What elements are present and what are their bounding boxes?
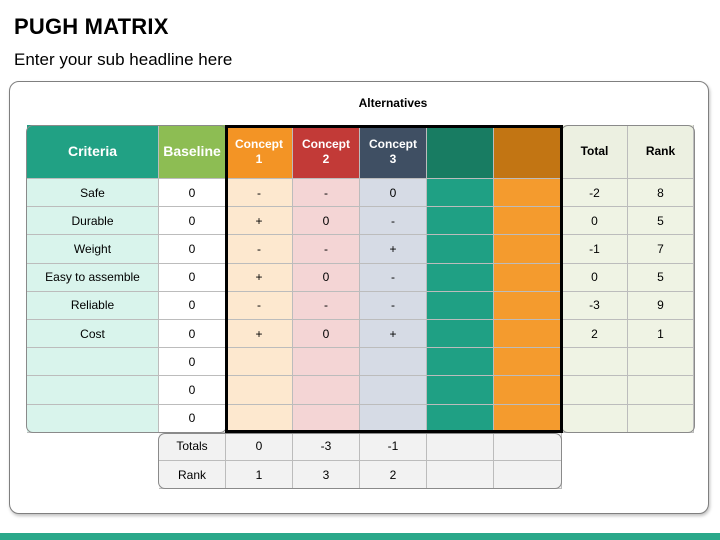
cell-rank[interactable] (628, 405, 694, 433)
cell-c4[interactable] (427, 376, 494, 404)
cell-criteria[interactable]: Safe (27, 179, 159, 207)
cell-c4[interactable] (427, 179, 494, 207)
cell-total[interactable]: 0 (562, 207, 628, 235)
cell-c2[interactable]: 0 (293, 320, 360, 348)
cell-c1[interactable]: - (226, 179, 293, 207)
header-concept-4 (427, 125, 494, 179)
cell-criteria[interactable]: Cost (27, 320, 159, 348)
footer-accent-bar (0, 533, 720, 540)
cell-c2[interactable]: - (293, 292, 360, 320)
cell-total[interactable]: 0 (562, 264, 628, 292)
cell-total[interactable]: 2 (562, 320, 628, 348)
cell-total[interactable]: -3 (562, 292, 628, 320)
header-concept-5 (494, 125, 562, 179)
cell-baseline[interactable]: 0 (159, 376, 226, 404)
cell-c3[interactable] (360, 405, 427, 433)
cell-c3[interactable]: - (360, 207, 427, 235)
cell-c5[interactable] (494, 320, 562, 348)
cell-total[interactable] (562, 405, 628, 433)
header-baseline: Baseline (159, 125, 226, 179)
footer-label: Rank (159, 461, 226, 489)
cell-c5[interactable] (494, 376, 562, 404)
cell-c3[interactable]: - (360, 264, 427, 292)
cell-rank[interactable]: 7 (628, 235, 694, 263)
cell-baseline[interactable]: 0 (159, 207, 226, 235)
cell-rank[interactable] (628, 348, 694, 376)
header-rank: Rank (628, 125, 694, 179)
cell-baseline[interactable]: 0 (159, 348, 226, 376)
cell-c2[interactable]: - (293, 235, 360, 263)
cell-c2[interactable]: 0 (293, 207, 360, 235)
cell-c2[interactable]: 0 (293, 264, 360, 292)
footer-cell: 2 (360, 461, 427, 489)
cell-criteria[interactable]: Easy to assemble (27, 264, 159, 292)
cell-c2[interactable] (293, 348, 360, 376)
footer-cell (427, 433, 494, 461)
cell-c1[interactable]: + (226, 320, 293, 348)
page-title: PUGH MATRIX (14, 14, 169, 39)
cell-rank[interactable]: 1 (628, 320, 694, 348)
footer-cell: -1 (360, 433, 427, 461)
cell-c3[interactable] (360, 348, 427, 376)
cell-criteria[interactable]: Durable (27, 207, 159, 235)
page-subtitle: Enter your sub headline here (14, 50, 233, 69)
cell-c5[interactable] (494, 348, 562, 376)
cell-c4[interactable] (427, 292, 494, 320)
cell-c1[interactable]: + (226, 207, 293, 235)
cell-rank[interactable]: 5 (628, 264, 694, 292)
cell-c3[interactable]: 0 (360, 179, 427, 207)
header-criteria: Criteria (27, 125, 159, 179)
cell-c1[interactable] (226, 348, 293, 376)
cell-criteria[interactable]: Weight (27, 235, 159, 263)
cell-rank[interactable]: 5 (628, 207, 694, 235)
cell-baseline[interactable]: 0 (159, 235, 226, 263)
header-concept-2: Concept 2 (293, 125, 360, 179)
cell-criteria[interactable] (27, 405, 159, 433)
cell-total[interactable] (562, 348, 628, 376)
cell-c5[interactable] (494, 405, 562, 433)
cell-c2[interactable] (293, 405, 360, 433)
cell-total[interactable]: -1 (562, 235, 628, 263)
cell-c3[interactable] (360, 376, 427, 404)
footer-label: Totals (159, 433, 226, 461)
cell-c5[interactable] (494, 292, 562, 320)
header-total: Total (562, 125, 628, 179)
cell-rank[interactable] (628, 376, 694, 404)
cell-c4[interactable] (427, 348, 494, 376)
cell-rank[interactable]: 8 (628, 179, 694, 207)
cell-baseline[interactable]: 0 (159, 179, 226, 207)
cell-total[interactable]: -2 (562, 179, 628, 207)
footer-cell (427, 461, 494, 489)
cell-c2[interactable]: - (293, 179, 360, 207)
cell-c4[interactable] (427, 264, 494, 292)
cell-rank[interactable]: 9 (628, 292, 694, 320)
footer-cell: 0 (226, 433, 293, 461)
cell-c1[interactable] (226, 376, 293, 404)
cell-c4[interactable] (427, 235, 494, 263)
cell-c1[interactable]: - (226, 235, 293, 263)
header-concept-1: Concept 1 (226, 125, 293, 179)
cell-c5[interactable] (494, 235, 562, 263)
footer-cell (494, 433, 562, 461)
footer-cell: 3 (293, 461, 360, 489)
cell-c3[interactable]: + (360, 235, 427, 263)
footer-cell: -3 (293, 433, 360, 461)
cell-baseline[interactable]: 0 (159, 264, 226, 292)
cell-criteria[interactable] (27, 376, 159, 404)
cell-c5[interactable] (494, 207, 562, 235)
cell-criteria[interactable]: Reliable (27, 292, 159, 320)
cell-c2[interactable] (293, 376, 360, 404)
cell-c3[interactable]: - (360, 292, 427, 320)
cell-baseline[interactable]: 0 (159, 292, 226, 320)
header-concept-3: Concept 3 (360, 125, 427, 179)
cell-c4[interactable] (427, 405, 494, 433)
cell-total[interactable] (562, 376, 628, 404)
cell-c4[interactable] (427, 207, 494, 235)
cell-criteria[interactable] (27, 348, 159, 376)
cell-c4[interactable] (427, 320, 494, 348)
cell-c1[interactable] (226, 405, 293, 433)
cell-baseline[interactable]: 0 (159, 405, 226, 433)
footer-cell (494, 461, 562, 489)
cell-c3[interactable]: + (360, 320, 427, 348)
cell-baseline[interactable]: 0 (159, 320, 226, 348)
cell-c1[interactable]: - (226, 292, 293, 320)
footer-cell: 1 (226, 461, 293, 489)
cell-c1[interactable]: + (226, 264, 293, 292)
cell-c5[interactable] (494, 179, 562, 207)
cell-c5[interactable] (494, 264, 562, 292)
alternatives-label: Alternatives (358, 96, 428, 110)
